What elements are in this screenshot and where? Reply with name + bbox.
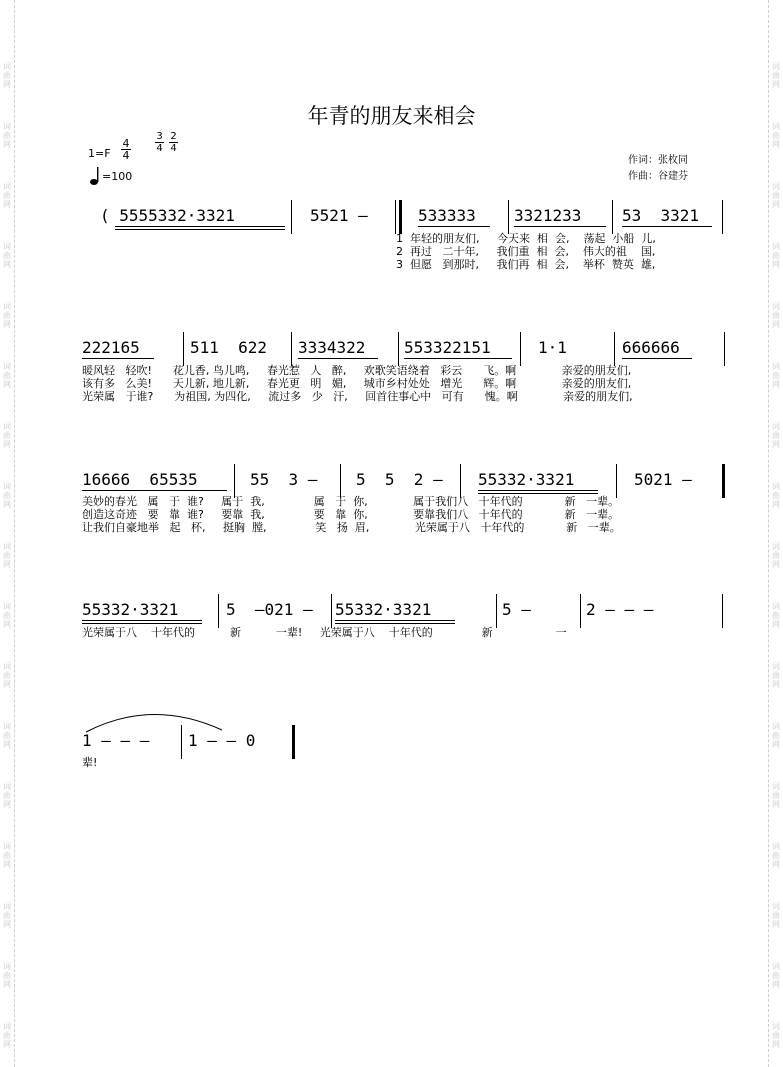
lyricist-credit: 作词：张枚同 <box>628 155 688 166</box>
watermark-glyphs: 词 曲 网 <box>3 902 11 929</box>
watermark-glyphs: 词 曲 网 <box>772 482 780 509</box>
measure-4: 3321233 <box>514 206 582 225</box>
song-title: 年青的朋友来相会 <box>307 104 476 128</box>
beam-line <box>82 490 227 491</box>
measure-13: 55 3 – <box>250 470 318 489</box>
watermark-glyphs: 词 曲 网 <box>772 842 780 869</box>
watermark-glyphs: 词 曲 网 <box>772 542 780 569</box>
barline <box>181 725 182 759</box>
beam-line <box>82 620 202 621</box>
beam-line <box>478 490 598 491</box>
watermark-glyphs: 词 曲 网 <box>3 482 11 509</box>
watermark-glyphs: 词 曲 网 <box>3 362 11 389</box>
measure-5: 53 3321 <box>622 206 700 225</box>
beam-line <box>82 358 154 359</box>
barline <box>395 200 396 234</box>
watermark-glyphs: 词 曲 网 <box>772 782 780 809</box>
barline <box>340 464 341 498</box>
beam-line <box>622 226 712 227</box>
barline <box>291 200 292 234</box>
barline <box>234 464 235 498</box>
measure-17: 55332·3321 <box>82 600 179 619</box>
measure-16: 5021 – <box>634 470 692 489</box>
measure-11: 666666 <box>622 338 680 357</box>
repeat-end-barline <box>722 464 725 498</box>
watermark-glyphs: 词 曲 网 <box>3 242 11 269</box>
barline <box>496 594 497 628</box>
measure-6: 222165 <box>82 338 140 357</box>
barline <box>580 594 581 628</box>
beam-line <box>478 493 598 494</box>
key-signature: 1=F <box>88 147 111 160</box>
barline <box>614 332 615 366</box>
watermark-glyphs: 词 曲 网 <box>772 362 780 389</box>
watermark-glyphs: 词 曲 网 <box>772 422 780 449</box>
lyrics-line2-verse3: 光荣属 于谁? 为祖国, 为四化, 流过多 少 汗, 回首往事心中 可有 愧。啊 亲爱的朋友们, <box>82 390 633 403</box>
barline <box>460 464 461 498</box>
watermark-glyphs: 词 曲 网 <box>3 602 11 629</box>
beam-line <box>622 358 692 359</box>
credits <box>628 153 688 185</box>
watermark-glyphs: 词 曲 网 <box>3 182 11 209</box>
watermark-glyphs: 词 曲 网 <box>772 182 780 209</box>
watermark-glyphs: 词 曲 网 <box>3 542 11 569</box>
measure-9: 553322151 <box>404 338 491 357</box>
lyrics-line2-verse1: 暖风轻 轻吹! 花儿香, 鸟儿鸣, 春光惹 人 醉, 欢歌笑语绕着 彩云 飞。啊 亲爱的朋友们, <box>82 364 632 377</box>
lyrics-line3-verse1: 美妙的春光 属 于 谁? 属于 我, 属 于 你, 属于我们八 十年代的 新 一辈。 <box>82 495 620 508</box>
beam-line <box>418 226 490 227</box>
watermark-glyphs: 词 曲 网 <box>772 242 780 269</box>
measure-15: 55332·3321 <box>478 470 575 489</box>
watermark-glyphs: 词 曲 网 <box>3 302 11 329</box>
watermark-glyphs: 词 曲 网 <box>3 842 11 869</box>
barline <box>291 332 292 366</box>
quarter-note-icon <box>90 166 102 186</box>
watermark-glyphs: 词 曲 网 <box>3 662 11 689</box>
measure-21: 2 – – – <box>586 600 654 619</box>
final-barline <box>292 725 295 759</box>
beam-line <box>335 620 455 621</box>
measure-18: 5 –021 – <box>226 600 313 619</box>
lyrics-line3-verse3: 让我们自豪地举 起 杯, 挺胸 膛, 笑 扬 眉, 光荣属于八 十年代的 新 一辈。 <box>82 521 621 534</box>
watermark-glyphs: 词 曲 网 <box>772 302 780 329</box>
measure-3: 533333 <box>418 206 476 225</box>
watermark-glyphs: 词 曲 网 <box>3 122 11 149</box>
watermark-glyphs: 词 曲 网 <box>3 62 11 89</box>
watermark-glyphs: 词 曲 网 <box>3 1022 11 1049</box>
lyrics-line1-verse1: 1 年轻的朋友们, 今天来 相 会, 荡起 小船 儿, <box>396 232 656 245</box>
barline <box>616 464 617 498</box>
barline <box>398 332 399 366</box>
beam-line <box>404 358 512 359</box>
barline <box>612 200 613 234</box>
watermark-glyphs: 词 曲 网 <box>772 662 780 689</box>
watermark-glyphs: 词 曲 网 <box>3 422 11 449</box>
measure-14: 5 5 2 – <box>356 470 443 489</box>
watermark-glyphs: 词 曲 网 <box>772 962 780 989</box>
barline <box>520 332 521 366</box>
lyrics-line3-verse2: 创造这奇迹 要 靠 谁? 要靠 我, 要 靠 你, 要靠我们八 十年代的 新 一辈。 <box>82 508 620 521</box>
repeat-start-barline <box>399 200 402 234</box>
lyrics-line4: 光荣属于八 十年代的 新 一辈! 光荣属于八 十年代的 新 一 <box>82 626 567 639</box>
watermark-glyphs: 词 曲 网 <box>772 602 780 629</box>
watermark-glyphs: 词 曲 网 <box>772 722 780 749</box>
beam-line <box>298 358 378 359</box>
tempo-marking: =100 <box>90 166 132 186</box>
watermark-glyphs: 词 曲 网 <box>3 962 11 989</box>
watermark-glyphs: 词 曲 网 <box>772 122 780 149</box>
measure-10: 1·1 <box>538 338 567 357</box>
measure-1: ( 5555332·3321 <box>100 206 235 225</box>
beam-line <box>335 623 455 624</box>
lyrics-line1-verse3: 3 但愿 到那时, 我们再 相 会, 举杯 赞英 雄, <box>396 258 656 271</box>
measure-12: 16666 65535 <box>82 470 198 489</box>
beam-line <box>115 226 285 227</box>
barline <box>508 200 509 234</box>
watermark-glyphs: 词 曲 网 <box>3 782 11 809</box>
barline <box>722 594 723 628</box>
measure-23: 1 – – 0 <box>188 731 256 750</box>
measure-7: 511 622 <box>190 338 268 357</box>
beam-line <box>115 229 285 230</box>
measure-20: 5 – <box>502 600 531 619</box>
barline <box>724 332 725 366</box>
watermark-glyphs: 词 曲 网 <box>3 722 11 749</box>
beam-line <box>82 623 202 624</box>
watermark-glyphs: 词 曲 网 <box>772 62 780 89</box>
barline <box>218 594 219 628</box>
beam-line <box>514 226 606 227</box>
composer-credit: 作曲：谷建芬 <box>628 171 688 182</box>
barline <box>331 594 332 628</box>
watermark-glyphs: 词 曲 网 <box>772 1022 780 1049</box>
measure-2: 5521 – <box>310 206 368 225</box>
time-signature-2-4: $\frac{2}{4}$ <box>170 131 177 154</box>
measure-19: 55332·3321 <box>335 600 432 619</box>
time-signature-3-4: $\frac{3}{4}$ <box>156 131 163 154</box>
lyrics-line1-verse2: 2 再过 二十年, 我们重 相 会, 伟大的祖 国, <box>396 245 656 258</box>
lyrics-line2-verse2: 该有多 么美! 天儿新, 地儿新, 春光更 明 媚, 城市乡村处处 增光 辉。啊 亲爱的朋友们, <box>82 377 632 390</box>
barline <box>183 332 184 366</box>
time-signature-4-4: $\frac{4}{4}$ <box>122 137 130 162</box>
measure-22: 1 – – – <box>82 731 150 750</box>
lyrics-line5: 辈! <box>82 756 98 769</box>
barline <box>722 200 723 234</box>
measure-8: 3334322 <box>298 338 366 357</box>
watermark-glyphs: 词 曲 网 <box>772 902 780 929</box>
